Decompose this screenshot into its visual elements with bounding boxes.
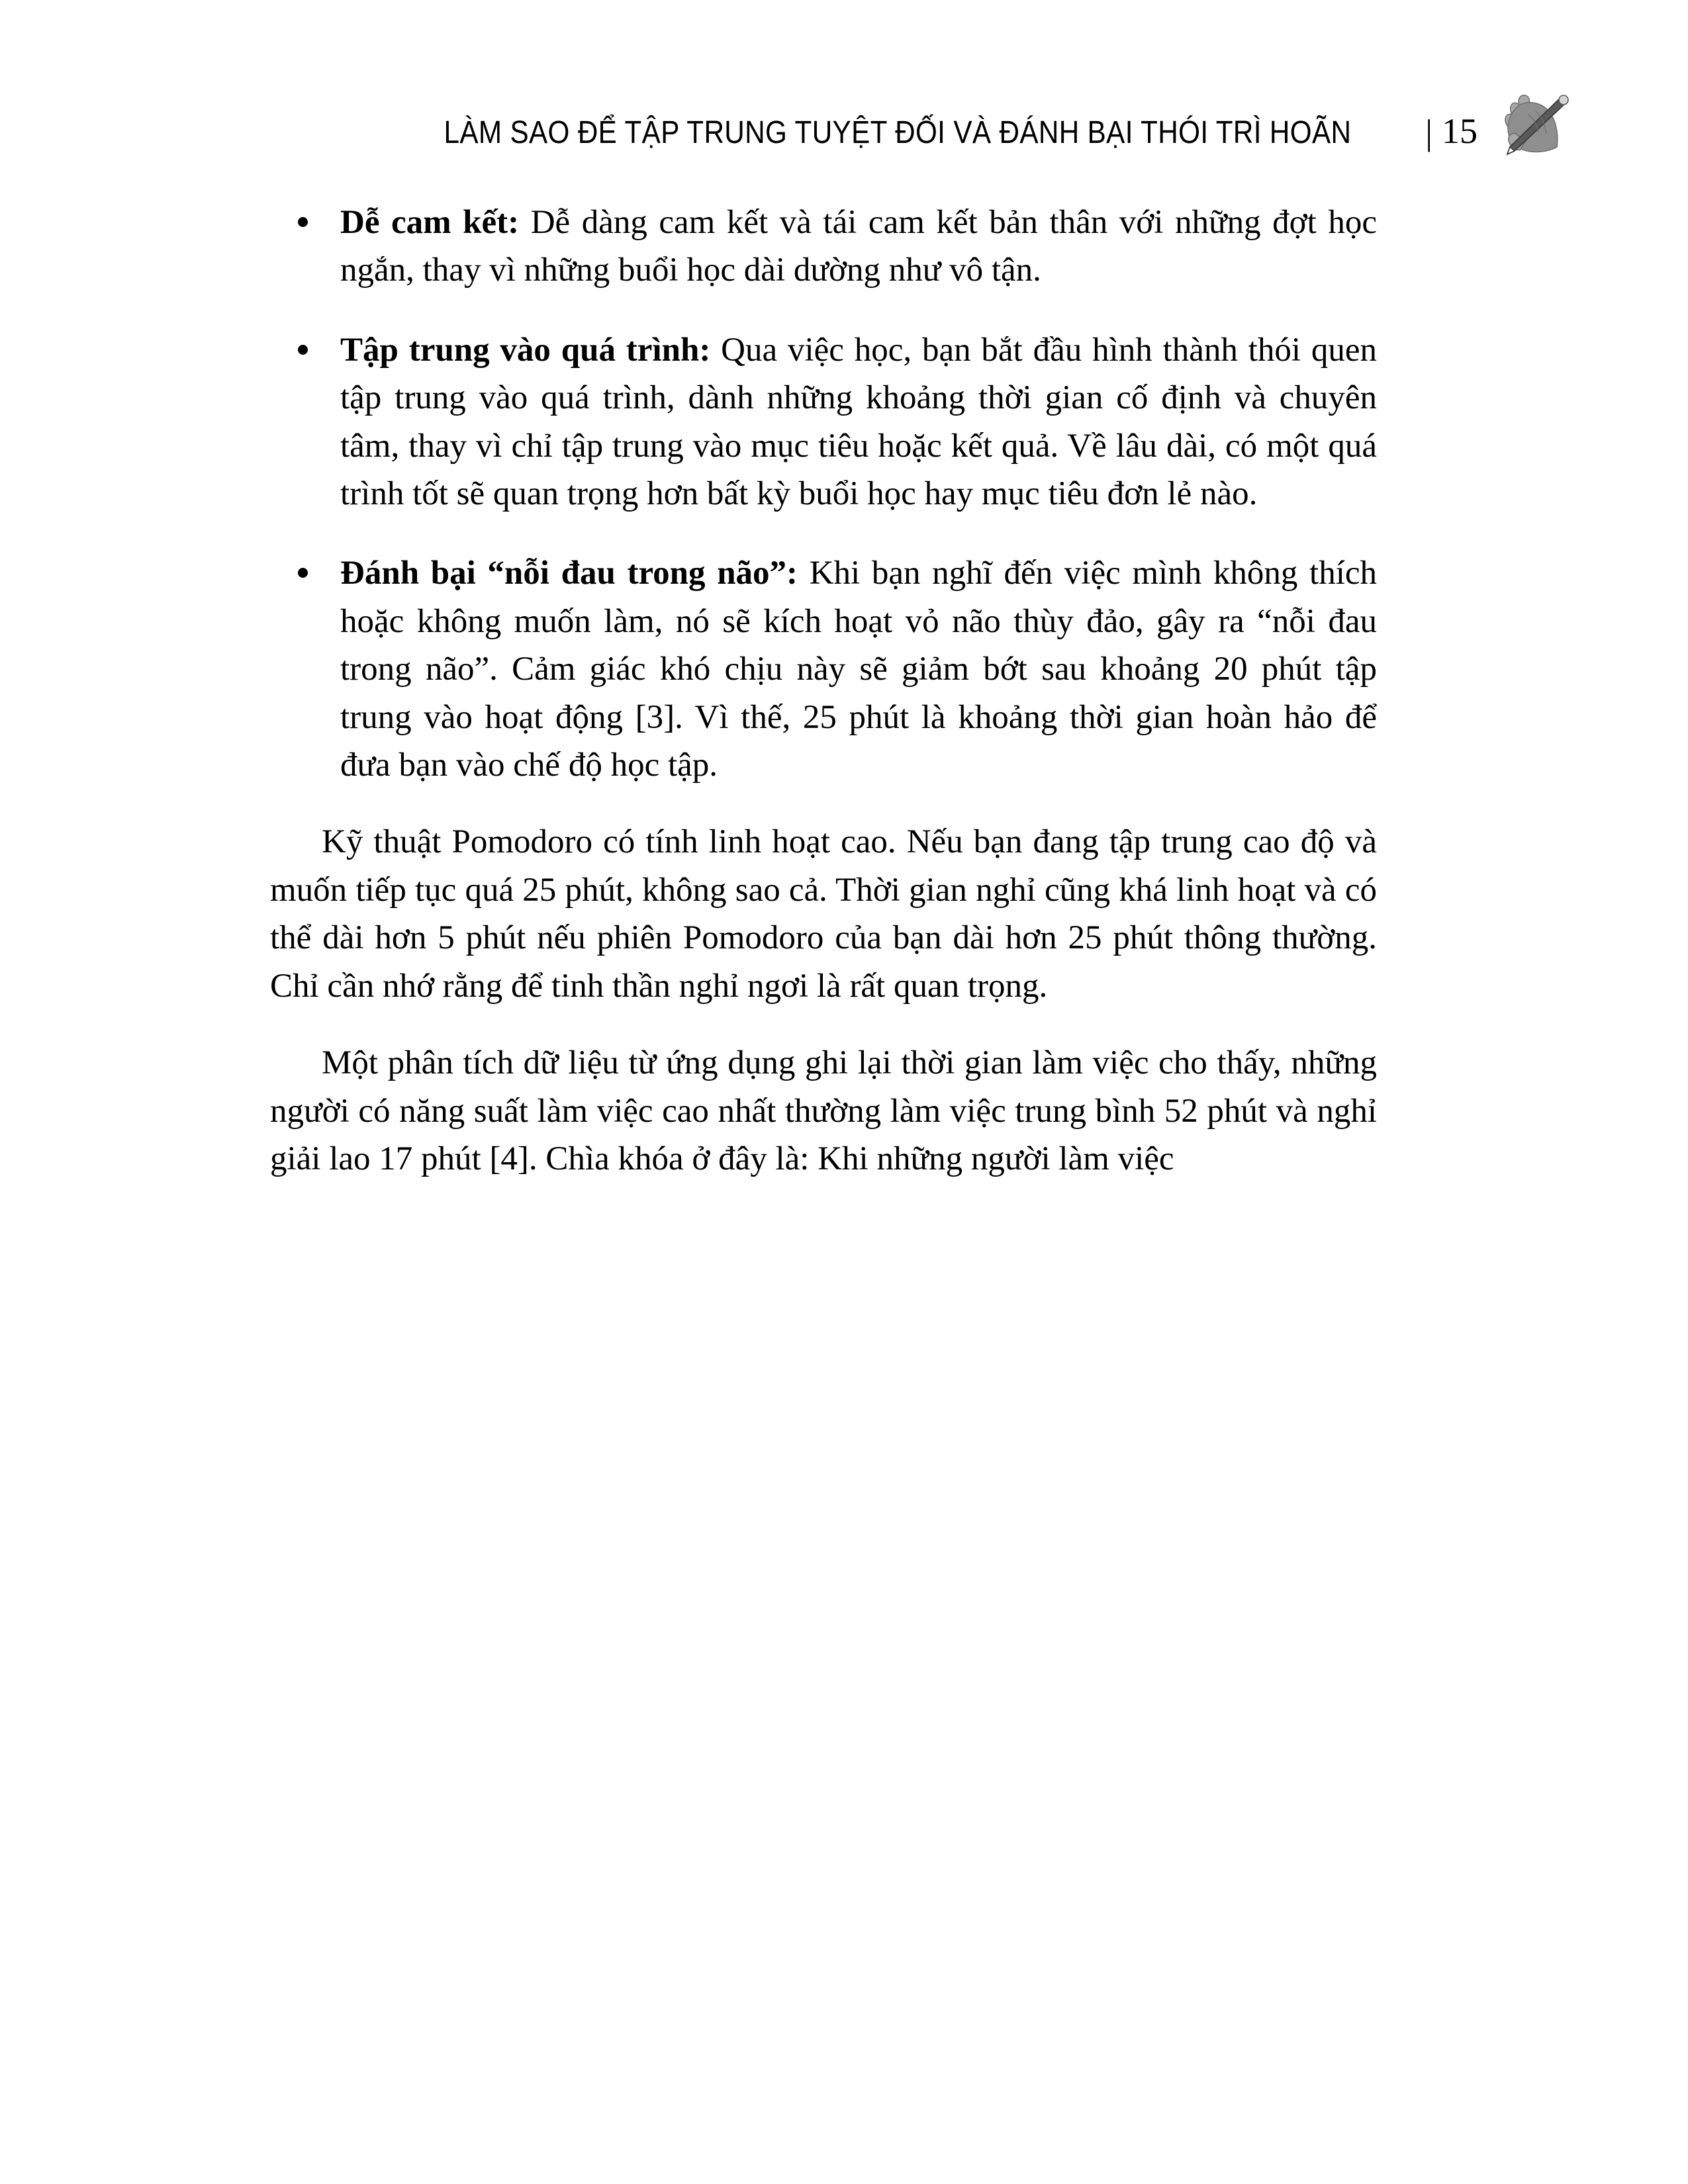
page-content xyxy=(270,199,1377,1183)
hand-holding-pencil-icon xyxy=(1489,77,1577,164)
list-item xyxy=(270,549,1377,789)
bullet-dot-icon xyxy=(298,217,308,227)
list-item xyxy=(270,199,1377,295)
benefit-bullet-list xyxy=(270,199,1377,789)
running-header-inner xyxy=(382,111,1477,152)
bullet-dot-icon xyxy=(298,345,308,355)
list-item-text xyxy=(340,199,1377,295)
list-item-body: Qua việc học, bạn bắt đầu hình thành thói quen tập trung vào quá trình, dành những khoảng thời gian cố định và chuyên tâm, thay vì chỉ tập trung vào mục tiêu hoặc kết quả. Về lâu dài, có một quá trình tốt sẽ quan trọng hơn bất kỳ buổi học hay mục tiêu đơn lẻ nào. xyxy=(340,331,1377,513)
list-item-body: Khi bạn nghĩ đến việc mình không thích hoặc không muốn làm, nó sẽ kích hoạt vỏ não thùy đảo, gây ra “nỗi đau trong não”. Cảm giác khó chịu này sẽ giảm bớt sau khoảng 20 phút tập trung vào hoạt động [3]. Vì thế, 25 phút là khoảng thời gian hoàn hảo để đưa bạn vào chế độ học tập. xyxy=(340,555,1377,784)
body-paragraph: Kỹ thuật Pomodoro có tính linh hoạt cao. Nếu bạn đang tập trung cao độ và muốn tiếp tục quá 25 phút, không sao cả. Thời gian nghỉ cũng khá linh hoạt và có thể dài hơn 5 phút nếu phiên Pomodoro của bạn dài hơn 25 phút thông thường. Chỉ cần nhớ rằng để tinh thần nghỉ ngơi là rất quan trọng. xyxy=(270,823,1377,1005)
page-number: 15 xyxy=(1442,111,1477,151)
bullet-dot-icon xyxy=(298,568,308,578)
list-item-body: Dễ dàng cam kết và tái cam kết bản thân với những đợt học ngắn, thay vì những buổi học dài dường như vô tận. xyxy=(340,204,1377,289)
list-item-text xyxy=(340,326,1377,518)
list-item-text xyxy=(340,549,1377,789)
paragraph-block xyxy=(270,1039,1377,1183)
list-item-lead: Tập trung vào quá trình: xyxy=(340,331,711,369)
running-header-title: LÀM SAO ĐỂ TẬP TRUNG TUYỆT ĐỐI VÀ ĐÁNH BẠI THÓI TRÌ HOÃN xyxy=(444,115,1352,150)
paragraph-block xyxy=(270,818,1377,1010)
body-paragraph: Một phân tích dữ liệu từ ứng dụng ghi lại thời gian làm việc cho thấy, những người có năng suất làm việc cao nhất thường làm việc trung bình 52 phút và nghỉ giải lao 17 phút [4]. Chìa khóa ở đây là: Khi những người làm việc xyxy=(270,1044,1377,1177)
list-item xyxy=(270,326,1377,518)
running-header xyxy=(0,91,1688,171)
running-header-separator: | xyxy=(1425,113,1432,152)
list-item-lead: Đánh bại “nỗi đau trong não”: xyxy=(340,555,798,592)
list-item-lead: Dễ cam kết: xyxy=(340,204,520,241)
